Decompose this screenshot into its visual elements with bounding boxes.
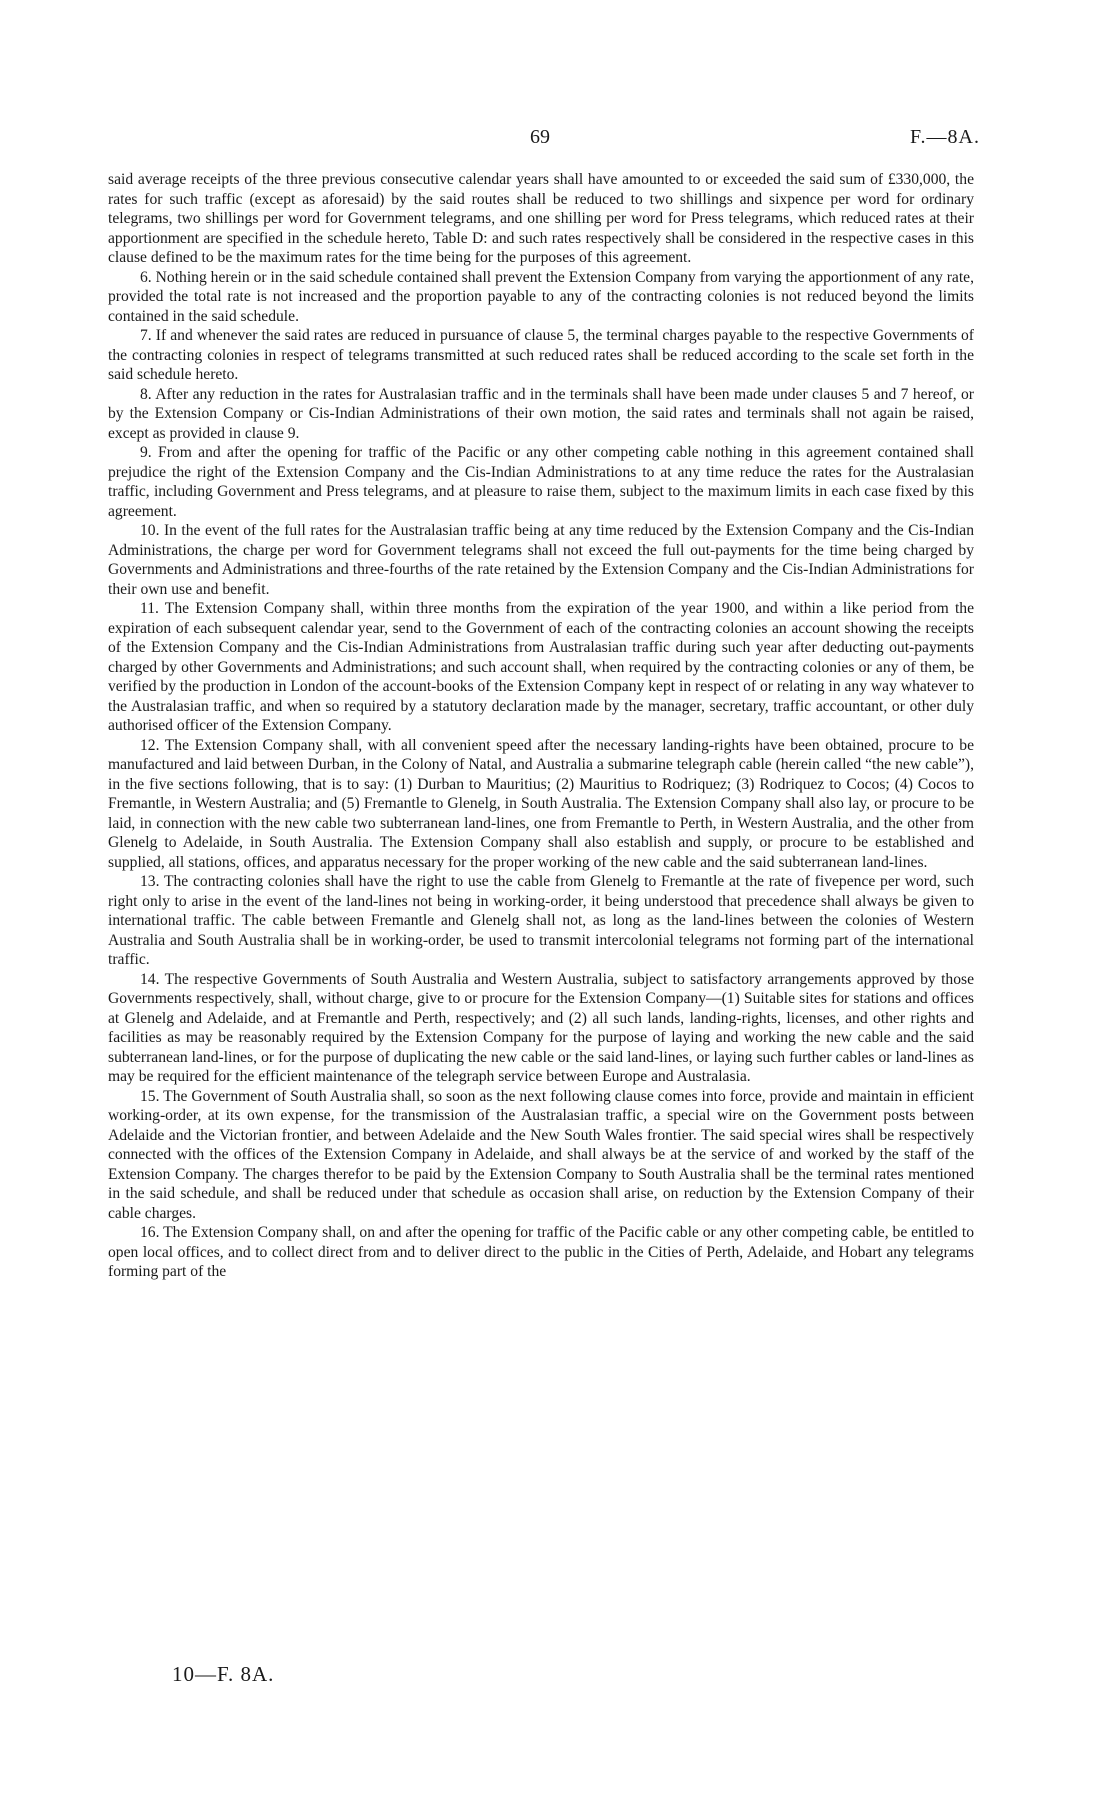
paragraph-clause-12: 12. The Extension Company shall, with all convenient speed after the necessary landing-rights have been obtained, procure to be manufactured and laid between Durban, in the Colony of Natal, and Australia a submarine telegraph cable (herein called “the new cable”), in the five sections following, that is to say: (1) Durban to Mauritius; (2) Mauritius to Rodriquez; (3) Rodriquez to Cocos; (4) Cocos to Fremantle, in Western Australia; and (5) Fremantle to Glenelg, in South Australia. The Extension Company shall also lay, or procure to be laid, in connection with the new cable two subterranean land-lines, one from Fremantle to Perth, in Western Australia, and the other from Glenelg to Adelaide, in South Australia. The Extension Company shall also establish and supply, or procure to be established and supplied, all stations, offices, and apparatus necessary for the proper working of the new cable and the said subterranean land-lines. [108,736,974,871]
document-reference: F.—8A. [910,126,980,148]
paragraph-continuation: said average receipts of the three previous consecutive calendar years shall have amounted to or exceeded the said sum of £330,000, the rates for such traffic (except as aforesaid) by the said routes shall be reduced to two shillings and sixpence per word for ordinary telegrams, two shillings per word for Government telegrams, and one shilling per word for Press telegrams, which reduced rates at their apportionment are specified in the schedule hereto, Table D: and such rates respectively shall be considered in the respective cases in this clause defined to be the maximum rates for the time being for the purposes of this agreement. [108,171,974,266]
page-header [0,126,1114,156]
paragraph-clause-7: 7. If and whenever the said rates are reduced in pursuance of clause 5, the terminal charges payable to the respective Governments of the contracting colonies in respect of telegrams transmitted at such reduced rates shall be reduced according to the scale set forth in the said schedule hereto. [108,327,974,383]
page-number: 69 [530,126,550,148]
paragraph-clause-14: 14. The respective Governments of South Australia and Western Australia, subject to satisfactory arrangements approved by those Governments respectively, shall, without charge, give to or procure for the Extension Company—(1) Suitable sites for stations and offices at Glenelg and Adelaide, and at Fremantle and Perth, respectively; and (2) all such lands, landing-rights, licenses, and other rights and facilities as may be reasonably required by the Extension Company for the purpose of laying and working the new cable and the said subterranean land-lines, or for the purpose of duplicating the new cable or the said land-lines, or laying such further cables or land-lines as may be required for the efficient maintenance of the telegraph service between Europe and Australasia. [108,970,974,1085]
paragraph-clause-9: 9. From and after the opening for traffic of the Pacific or any other competing cable nothing in this agreement contained shall prejudice the right of the Extension Company and the Cis-Indian Administrations to at any time reduce the rates for the Australasian traffic, including Government and Press telegrams, and at pleasure to raise them, subject to the maximum limits in each case fixed by this agreement. [108,444,974,520]
paragraph-clause-8: 8. After any reduction in the rates for Australasian traffic and in the terminals shall have been made under clauses 5 and 7 hereof, or by the Extension Company or Cis-Indian Administrations of their own motion, the said rates and terminals shall not again be raised, except as provided in clause 9. [108,385,974,442]
paragraph-clause-13: 13. The contracting colonies shall have the right to use the cable from Glenelg to Fremantle at the rate of fivepence per word, such right only to arise in the event of the land-lines not being in working-order, it being understood that precedence shall always be given to international traffic. The cable between Fremantle and Glenelg shall not, as long as the land-lines between the colonies of Western Australia and South Australia shall be in working-order, be used to transmit intercolonial telegrams not forming part of the international traffic. [108,873,974,968]
paragraph-clause-15: 15. The Government of South Australia shall, so soon as the next following clause comes into force, provide and maintain in efficient working-order, at its own expense, for the transmission of the Australasian traffic, a special wire on the Government posts between Adelaide and the Victorian frontier, and between Adelaide and the New South Wales frontier. The said special wires shall be respectively connected with the offices of the Extension Company in Adelaide, and shall always be at the service of and worked by the staff of the Extension Company. The charges therefor to be paid by the Extension Company to South Australia shall be the terminal rates mentioned in the said schedule, and shall be reduced under that schedule as occasion shall arise, on reduction by the Extension Company of their cable charges. [108,1087,974,1222]
paragraph-clause-10: 10. In the event of the full rates for the Australasian traffic being at any time reduced by the Extension Company and the Cis-Indian Administrations, the charge per word for Government telegrams shall not exceed the full out-payments for the time being charged by Governments and Administrations and three-fourths of the rate retained by the Extension Company and the Cis-Indian Administrations for their own use and benefit. [108,522,974,598]
paragraph-clause-6: 6. Nothing herein or in the said schedule contained shall prevent the Extension Company from varying the apportionment of any rate, provided the total rate is not increased and the proportion payable to any of the contracting colonies is not reduced beyond the limits contained in the said schedule. [108,268,974,325]
paragraph-clause-16: 16. The Extension Company shall, on and after the opening for traffic of the Pacific cable or any other competing cable, be entitled to open local offices, and to collect direct from and to deliver direct to the public in the Cities of Perth, Adelaide, and Hobart any telegrams forming part of the [108,1224,974,1280]
signature-mark: 10—F. 8A. [172,1662,275,1686]
body-text [108,170,974,1282]
paragraph-clause-11: 11. The Extension Company shall, within three months from the expiration of the year 1900, and within a like period from the expiration of each subsequent calendar year, send to the Government of each of the contracting colonies an account showing the receipts of the Extension Company and the Cis-Indian Administrations from Australasian traffic during such year after deducting out-payments charged by other Governments and Administrations; and such account shall, when required by the contracting colonies or any of them, be verified by the production in London of the account-books of the Extension Company kept in respect of or relating in any way whatever to the Australasian traffic, and when so required by a statutory declaration made by the manager, secretary, traffic accountant, or other duly authorised officer of the Extension Company. [108,600,974,734]
